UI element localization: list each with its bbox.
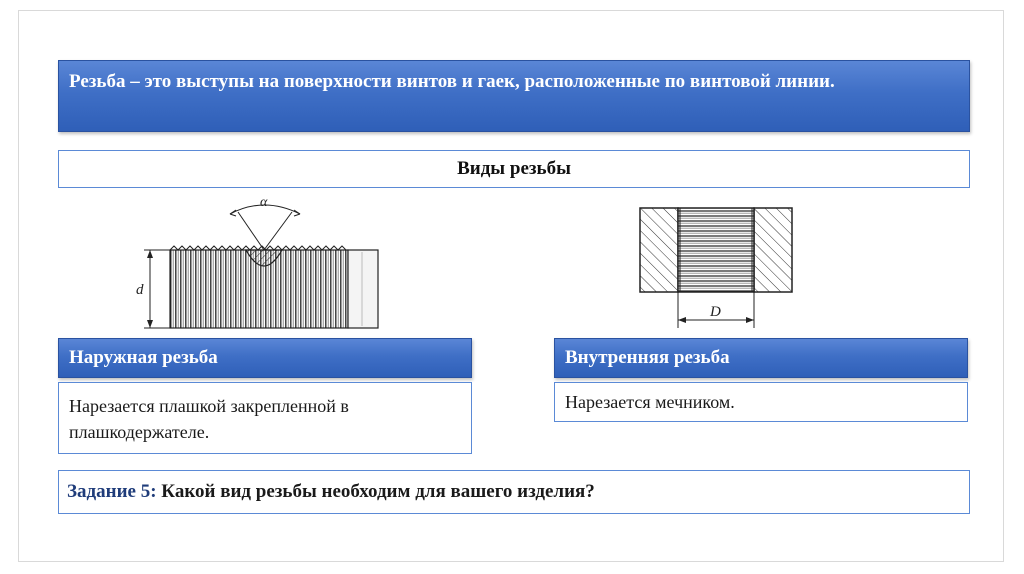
external-shank bbox=[348, 250, 378, 328]
external-thread-text: Нарезается плашкой закрепленной в плашкодержателе. bbox=[69, 396, 349, 442]
task-box bbox=[58, 470, 970, 514]
internal-thread-text: Нарезается мечником. bbox=[565, 392, 735, 412]
nut-left-section bbox=[640, 208, 678, 292]
definition-box bbox=[58, 60, 970, 132]
types-title: Виды резьбы bbox=[457, 158, 571, 179]
internal-thread-text-box bbox=[554, 382, 968, 422]
internal-thread-heading-box bbox=[554, 338, 968, 378]
definition-text: Резьба – это выступы на поверхности винтов и гаек, расположенные по винтовой линии. bbox=[69, 71, 835, 92]
external-thread-drawing bbox=[130, 192, 390, 334]
internal-thread-bore bbox=[678, 208, 754, 292]
types-title-box bbox=[58, 150, 970, 188]
external-thread-heading-box bbox=[58, 338, 472, 378]
diameter-label-D: D bbox=[710, 304, 721, 320]
external-thread-text-box bbox=[58, 382, 472, 454]
internal-thread-drawing bbox=[632, 200, 802, 332]
task-label: Задание 5: bbox=[67, 481, 157, 502]
diameter-label-d: d bbox=[136, 282, 144, 298]
internal-thread-heading: Внутренняя резьба bbox=[565, 347, 730, 368]
external-thread-heading: Наружная резьба bbox=[69, 347, 218, 368]
nut-right-section bbox=[754, 208, 792, 292]
task-question: Какой вид резьбы необходим для вашего изделия? bbox=[161, 481, 595, 502]
angle-label: α bbox=[260, 195, 268, 210]
